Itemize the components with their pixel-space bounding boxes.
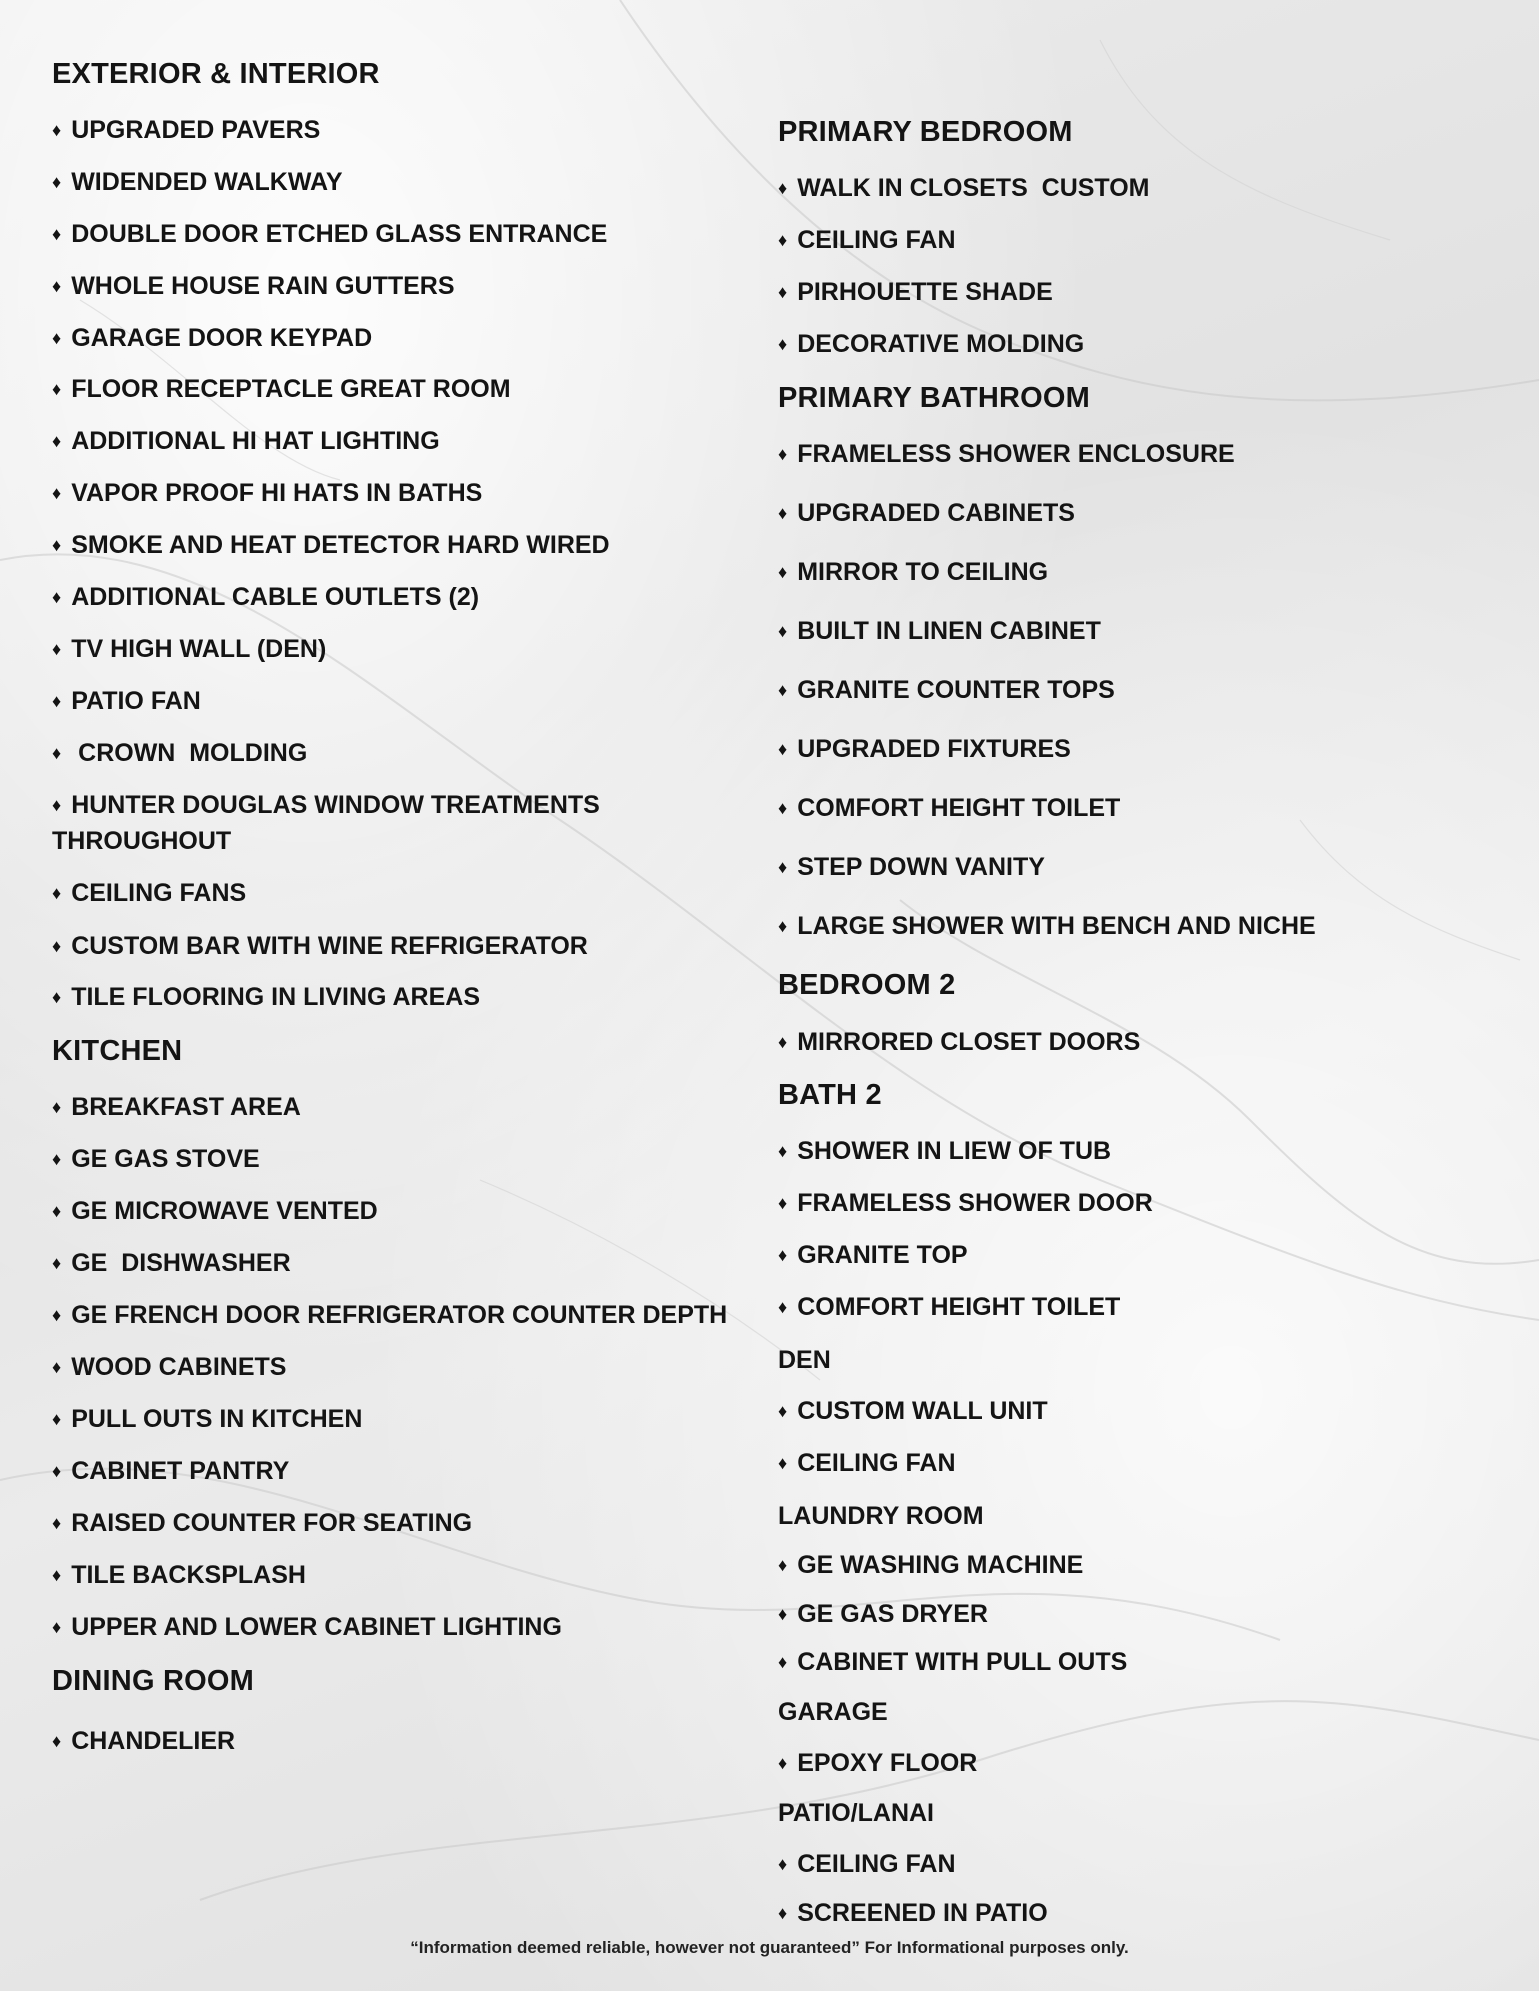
bullet-diamond-icon: ♦	[778, 680, 788, 700]
bullet-diamond-icon: ♦	[778, 1652, 788, 1672]
bullet-diamond-icon: ♦	[778, 739, 788, 759]
list-item: ♦ CUSTOM WALL UNIT	[778, 1393, 1048, 1429]
bullet-diamond-icon: ♦	[778, 1555, 788, 1575]
bullet-diamond-icon: ♦	[52, 483, 62, 503]
bullet-diamond-icon: ♦	[778, 1193, 788, 1213]
list-item: ♦ CEILING FAN	[778, 1846, 956, 1882]
list-item: ♦ DECORATIVE MOLDING	[778, 326, 1084, 362]
bullet-diamond-icon: ♦	[778, 1401, 788, 1421]
list-item: ♦ FLOOR RECEPTACLE GREAT ROOM	[52, 371, 511, 407]
bullet-diamond-icon: ♦	[778, 1903, 788, 1923]
list-item: ♦ CABINET PANTRY	[52, 1453, 289, 1489]
section-title-primary-bedroom: PRIMARY BEDROOM	[778, 116, 1073, 148]
section-title-kitchen: KITCHEN	[52, 1035, 183, 1067]
section-title-exterior-interior: EXTERIOR & INTERIOR	[52, 58, 380, 90]
bullet-diamond-icon: ♦	[52, 1201, 62, 1221]
list-item: ♦ CEILING FAN	[778, 222, 956, 258]
bullet-diamond-icon: ♦	[778, 1032, 788, 1052]
list-item: ♦ HUNTER DOUGLAS WINDOW TREATMENTS THROUGHOUT	[52, 787, 652, 859]
bullet-diamond-icon: ♦	[52, 1461, 62, 1481]
bullet-diamond-icon: ♦	[52, 1617, 62, 1637]
list-item: ♦ SMOKE AND HEAT DETECTOR HARD WIRED	[52, 527, 610, 563]
list-item: ♦ PIRHOUETTE SHADE	[778, 274, 1053, 310]
list-item: ♦ FRAMELESS SHOWER ENCLOSURE	[778, 436, 1235, 472]
list-item: ♦ WALK IN CLOSETS CUSTOM	[778, 170, 1150, 206]
section-title-dining-room: DINING ROOM	[52, 1665, 254, 1697]
bullet-diamond-icon: ♦	[778, 1245, 788, 1265]
list-item: ♦ WHOLE HOUSE RAIN GUTTERS	[52, 268, 455, 304]
list-item: ♦ GE DISHWASHER	[52, 1245, 291, 1281]
bullet-diamond-icon: ♦	[52, 535, 62, 555]
bullet-diamond-icon: ♦	[778, 1453, 788, 1473]
bullet-diamond-icon: ♦	[52, 691, 62, 711]
list-item: ♦ EPOXY FLOOR	[778, 1745, 977, 1781]
bullet-diamond-icon: ♦	[778, 1297, 788, 1317]
bullet-diamond-icon: ♦	[52, 743, 62, 763]
bullet-diamond-icon: ♦	[52, 639, 62, 659]
list-item: ♦ UPGRADED CABINETS	[778, 495, 1075, 531]
bullet-diamond-icon: ♦	[778, 562, 788, 582]
list-item: ♦ PULL OUTS IN KITCHEN	[52, 1401, 362, 1437]
list-item: ♦ RAISED COUNTER FOR SEATING	[52, 1505, 472, 1541]
list-item: ♦ COMFORT HEIGHT TOILET	[778, 1289, 1120, 1325]
list-item: ♦ GE MICROWAVE VENTED	[52, 1193, 378, 1229]
bullet-diamond-icon: ♦	[52, 1565, 62, 1585]
list-item: ♦ FRAMELESS SHOWER DOOR	[778, 1185, 1153, 1221]
bullet-diamond-icon: ♦	[52, 1409, 62, 1429]
section-title-laundry-room: LAUNDRY ROOM	[778, 1502, 984, 1530]
list-item: ♦ WOOD CABINETS	[52, 1349, 286, 1385]
bullet-diamond-icon: ♦	[778, 230, 788, 250]
bullet-diamond-icon: ♦	[778, 503, 788, 523]
list-item: ♦ GRANITE TOP	[778, 1237, 968, 1273]
list-item: ♦ LARGE SHOWER WITH BENCH AND NICHE	[778, 908, 1316, 944]
bullet-diamond-icon: ♦	[52, 1305, 62, 1325]
bullet-diamond-icon: ♦	[778, 798, 788, 818]
section-title-bedroom-2: BEDROOM 2	[778, 969, 956, 1001]
list-item: ♦ MIRRORED CLOSET DOORS	[778, 1024, 1140, 1060]
section-title-bath-2: BATH 2	[778, 1079, 882, 1111]
bullet-diamond-icon: ♦	[778, 282, 788, 302]
bullet-diamond-icon: ♦	[778, 916, 788, 936]
list-item: ♦ BUILT IN LINEN CABINET	[778, 613, 1101, 649]
bullet-diamond-icon: ♦	[52, 172, 62, 192]
bullet-diamond-icon: ♦	[778, 334, 788, 354]
list-item: ♦ UPPER AND LOWER CABINET LIGHTING	[52, 1609, 562, 1645]
list-item: ♦ TILE FLOORING IN LIVING AREAS	[52, 979, 480, 1015]
list-item: ♦ SCREENED IN PATIO	[778, 1895, 1048, 1931]
bullet-diamond-icon: ♦	[52, 276, 62, 296]
bullet-diamond-icon: ♦	[52, 1149, 62, 1169]
list-item: ♦ VAPOR PROOF HI HATS IN BATHS	[52, 475, 482, 511]
list-item: ♦ PATIO FAN	[52, 683, 201, 719]
section-title-primary-bathroom: PRIMARY BATHROOM	[778, 382, 1090, 414]
bullet-diamond-icon: ♦	[778, 1604, 788, 1624]
bullet-diamond-icon: ♦	[778, 621, 788, 641]
list-item: ♦ GARAGE DOOR KEYPAD	[52, 320, 372, 356]
section-title-den: DEN	[778, 1346, 831, 1374]
list-item: ♦ UPGRADED PAVERS	[52, 112, 320, 148]
list-item: ♦ CHANDELIER	[52, 1723, 235, 1759]
bullet-diamond-icon: ♦	[52, 431, 62, 451]
list-item: ♦ GRANITE COUNTER TOPS	[778, 672, 1115, 708]
list-item: ♦ GE WASHING MACHINE	[778, 1547, 1083, 1583]
disclaimer-footer: “Information deemed reliable, however not guaranteed” For Informational purposes only.	[410, 1938, 1129, 1957]
section-title-patio-lanai: PATIO/LANAI	[778, 1799, 935, 1827]
list-item: ♦ STEP DOWN VANITY	[778, 849, 1045, 885]
bullet-diamond-icon: ♦	[778, 1141, 788, 1161]
bullet-diamond-icon: ♦	[778, 178, 788, 198]
bullet-diamond-icon: ♦	[778, 1753, 788, 1773]
bullet-diamond-icon: ♦	[52, 1097, 62, 1117]
bullet-diamond-icon: ♦	[52, 120, 62, 140]
list-item: ♦ COMFORT HEIGHT TOILET	[778, 790, 1120, 826]
bullet-diamond-icon: ♦	[52, 1253, 62, 1273]
list-item: ♦ WIDENDED WALKWAY	[52, 164, 343, 200]
list-item: ♦ MIRROR TO CEILING	[778, 554, 1048, 590]
list-item: ♦ ADDITIONAL CABLE OUTLETS (2)	[52, 579, 479, 615]
list-item: ♦ ADDITIONAL HI HAT LIGHTING	[52, 423, 440, 459]
list-item: ♦ TV HIGH WALL (DEN)	[52, 631, 326, 667]
list-item: ♦ CEILING FANS	[52, 875, 246, 911]
list-item: ♦ SHOWER IN LIEW OF TUB	[778, 1133, 1111, 1169]
bullet-diamond-icon: ♦	[52, 987, 62, 1007]
bullet-diamond-icon: ♦	[778, 444, 788, 464]
list-item: ♦ GE GAS DRYER	[778, 1596, 988, 1632]
bullet-diamond-icon: ♦	[52, 379, 62, 399]
bullet-diamond-icon: ♦	[52, 883, 62, 903]
list-item: ♦ TILE BACKSPLASH	[52, 1557, 306, 1593]
bullet-diamond-icon: ♦	[52, 587, 62, 607]
list-item: ♦ GE GAS STOVE	[52, 1141, 260, 1177]
list-item: ♦ CEILING FAN	[778, 1445, 956, 1481]
list-item: ♦ GE FRENCH DOOR REFRIGERATOR COUNTER DEPTH	[52, 1297, 727, 1333]
bullet-diamond-icon: ♦	[52, 224, 62, 244]
bullet-diamond-icon: ♦	[52, 1513, 62, 1533]
list-item: ♦ CUSTOM BAR WITH WINE REFRIGERATOR	[52, 928, 588, 964]
list-item: ♦ UPGRADED FIXTURES	[778, 731, 1071, 767]
bullet-diamond-icon: ♦	[52, 328, 62, 348]
bullet-diamond-icon: ♦	[52, 936, 62, 956]
list-item: ♦ BREAKFAST AREA	[52, 1089, 301, 1125]
bullet-diamond-icon: ♦	[52, 1731, 62, 1751]
list-item: ♦ DOUBLE DOOR ETCHED GLASS ENTRANCE	[52, 216, 607, 252]
section-title-garage: GARAGE	[778, 1698, 888, 1726]
bullet-diamond-icon: ♦	[52, 1357, 62, 1377]
bullet-diamond-icon: ♦	[778, 857, 788, 877]
list-item: ♦ CROWN MOLDING	[52, 735, 307, 771]
list-item: ♦ CABINET WITH PULL OUTS	[778, 1644, 1127, 1680]
bullet-diamond-icon: ♦	[52, 795, 62, 815]
bullet-diamond-icon: ♦	[778, 1854, 788, 1874]
